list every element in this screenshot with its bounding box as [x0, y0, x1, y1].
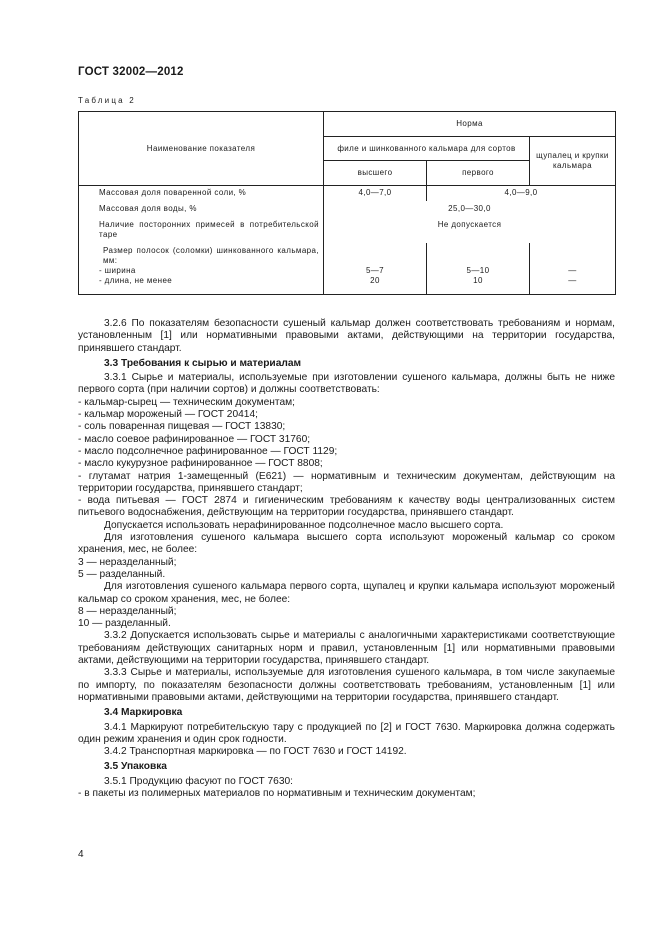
- row-name: Массовая доля воды, %: [79, 201, 324, 217]
- row-value-all: 25,0—30,0: [324, 201, 616, 217]
- row-sub-length: - длина, не менее: [99, 275, 173, 285]
- list-item: 8 — неразделанный;: [78, 605, 177, 617]
- paragraph-3-4-2: 3.4.2 Транспортная маркировка — по ГОСТ 7630 и ГОСТ 14192.: [104, 746, 407, 758]
- header-grade-highest: высшего: [324, 161, 427, 186]
- row-name: Наличие посторонних примесей в потребительской таре: [79, 217, 324, 243]
- paragraph-3-3-2: 3.3.2 Допускается использовать сырье и материалы с аналогичными характеристиками соответствующие требованиям действующих санитарных норм и правил, установленным [1] или нормативными правовыми актами, действующими на территории государства, принявшего стандарт.: [78, 630, 615, 667]
- document-title: ГОСТ 32002—2012: [78, 66, 184, 78]
- list-item: - в пакеты из полимерных материалов по нормативным и техническим документам;: [78, 787, 476, 799]
- row-value-all: Не допускается: [324, 217, 616, 243]
- row-sub-width: - ширина: [99, 265, 136, 275]
- section-heading-3-3: 3.3 Требования к сырью и материалам: [104, 357, 302, 369]
- list-item: - масло подсолнечное рафинированное — ГОСТ 1129;: [78, 445, 338, 457]
- table-row: [79, 243, 616, 295]
- paragraph-3-4-1: 3.4.1 Маркируют потребительскую тару с продукцией по [2] и ГОСТ 7630. Маркировка должна содержать один режим хранения и один срок годности.: [78, 721, 615, 745]
- paragraph-oil: Допускается использовать нерафинированное подсолнечное масло высшего сорта.: [104, 519, 504, 531]
- row-value-tentacles-width: —: [568, 265, 577, 275]
- paragraph-3-3-3: 3.3.3 Сырье и материалы, используемые для изготовления сушеного кальмара, в том числе закупаемые по импорту, по показателям безопасности должны соответствовать требованиям, установленным [1] или нормативными правовыми актами, действующими на территории государства, принявшего стандарт.: [78, 667, 615, 703]
- row-value-highest: 4,0—7,0: [324, 186, 427, 201]
- row-name: Размер полосок (соломки) шинкованного кальмара, мм:: [103, 245, 319, 265]
- row-value-highest-width: 5—7: [365, 265, 385, 275]
- list-item: - вода питьевая — ГОСТ 2874 и гигиеническим требованиям к качеству воды централизованных систем питьевого водоснабжения, действующим на территории государства, принявшего стандарт.: [78, 495, 615, 519]
- header-tentacles: щупалец и крупки кальмара: [530, 137, 616, 186]
- section-heading-3-5: 3.5 Упаковка: [104, 761, 167, 773]
- list-item: - кальмар-сырец — техническим документам;: [78, 396, 295, 408]
- header-fillet: филе и шинкованного кальмара для сортов: [324, 137, 530, 161]
- list-item: - масло кукурузное рафинированное — ГОСТ 8808;: [78, 458, 323, 470]
- header-grade-first: первого: [427, 161, 530, 186]
- document-body: [78, 318, 615, 800]
- norms-table: [78, 111, 616, 295]
- page-number: 4: [78, 849, 84, 860]
- paragraph-highest-grade: Для изготовления сушеного кальмара высшего сорта используют мороженый кальмар со сроком хранения, мес, не более:: [78, 532, 615, 556]
- header-indicator-name: Наименование показателя: [79, 112, 324, 186]
- paragraph-3-5-1: 3.5.1 Продукцию фасуют по ГОСТ 7630:: [104, 775, 294, 787]
- row-value-tentacles-length: —: [568, 275, 577, 285]
- row-value-first-length: 10: [473, 275, 483, 285]
- table-caption: Таблица 2: [78, 96, 136, 105]
- paragraph-3-2-6: 3.2.6 По показателям безопасности сушеный кальмар должен соответствовать требованиям и нормам, установленным [1] или нормативными правовыми актами, действующими на территории государства, принявшего стандарт.: [78, 318, 615, 354]
- list-item: - масло соевое рафинированное — ГОСТ 31760;: [78, 433, 311, 445]
- row-name: Массовая доля поваренной соли, %: [79, 186, 324, 201]
- list-item: - соль поваренная пищевая — ГОСТ 13830;: [78, 421, 286, 433]
- paragraph-first-grade: Для изготовления сушеного кальмара первого сорта, щупалец и крупки кальмара используют мороженый кальмар со сроком хранения, мес, не более:: [78, 581, 615, 605]
- table-row: [79, 201, 616, 217]
- list-item: - кальмар мороженый — ГОСТ 20414;: [78, 409, 258, 421]
- row-value-first-width: 5—10: [466, 265, 490, 275]
- table-row: [79, 217, 616, 243]
- header-norm: Норма: [324, 112, 616, 137]
- row-value-highest-length: 20: [370, 275, 380, 285]
- row-value-first-tentacles: 4,0—9,0: [427, 186, 616, 201]
- list-item: 5 — разделанный.: [78, 568, 166, 580]
- table-row: [79, 186, 616, 201]
- section-heading-3-4: 3.4 Маркировка: [104, 707, 183, 719]
- list-item: 3 — неразделанный;: [78, 556, 177, 568]
- list-item: 10 — разделанный.: [78, 618, 171, 630]
- list-item: - глутамат натрия 1-замещенный (Е621) — нормативным и техническим документам, действующим на территории государства, принявшего стандарт;: [78, 470, 615, 494]
- paragraph-3-3-1: 3.3.1 Сырье и материалы, используемые при изготовлении сушеного кальмара, должны быть не ниже первого сорта (при наличии сортов) и должны соответствовать:: [78, 372, 615, 396]
